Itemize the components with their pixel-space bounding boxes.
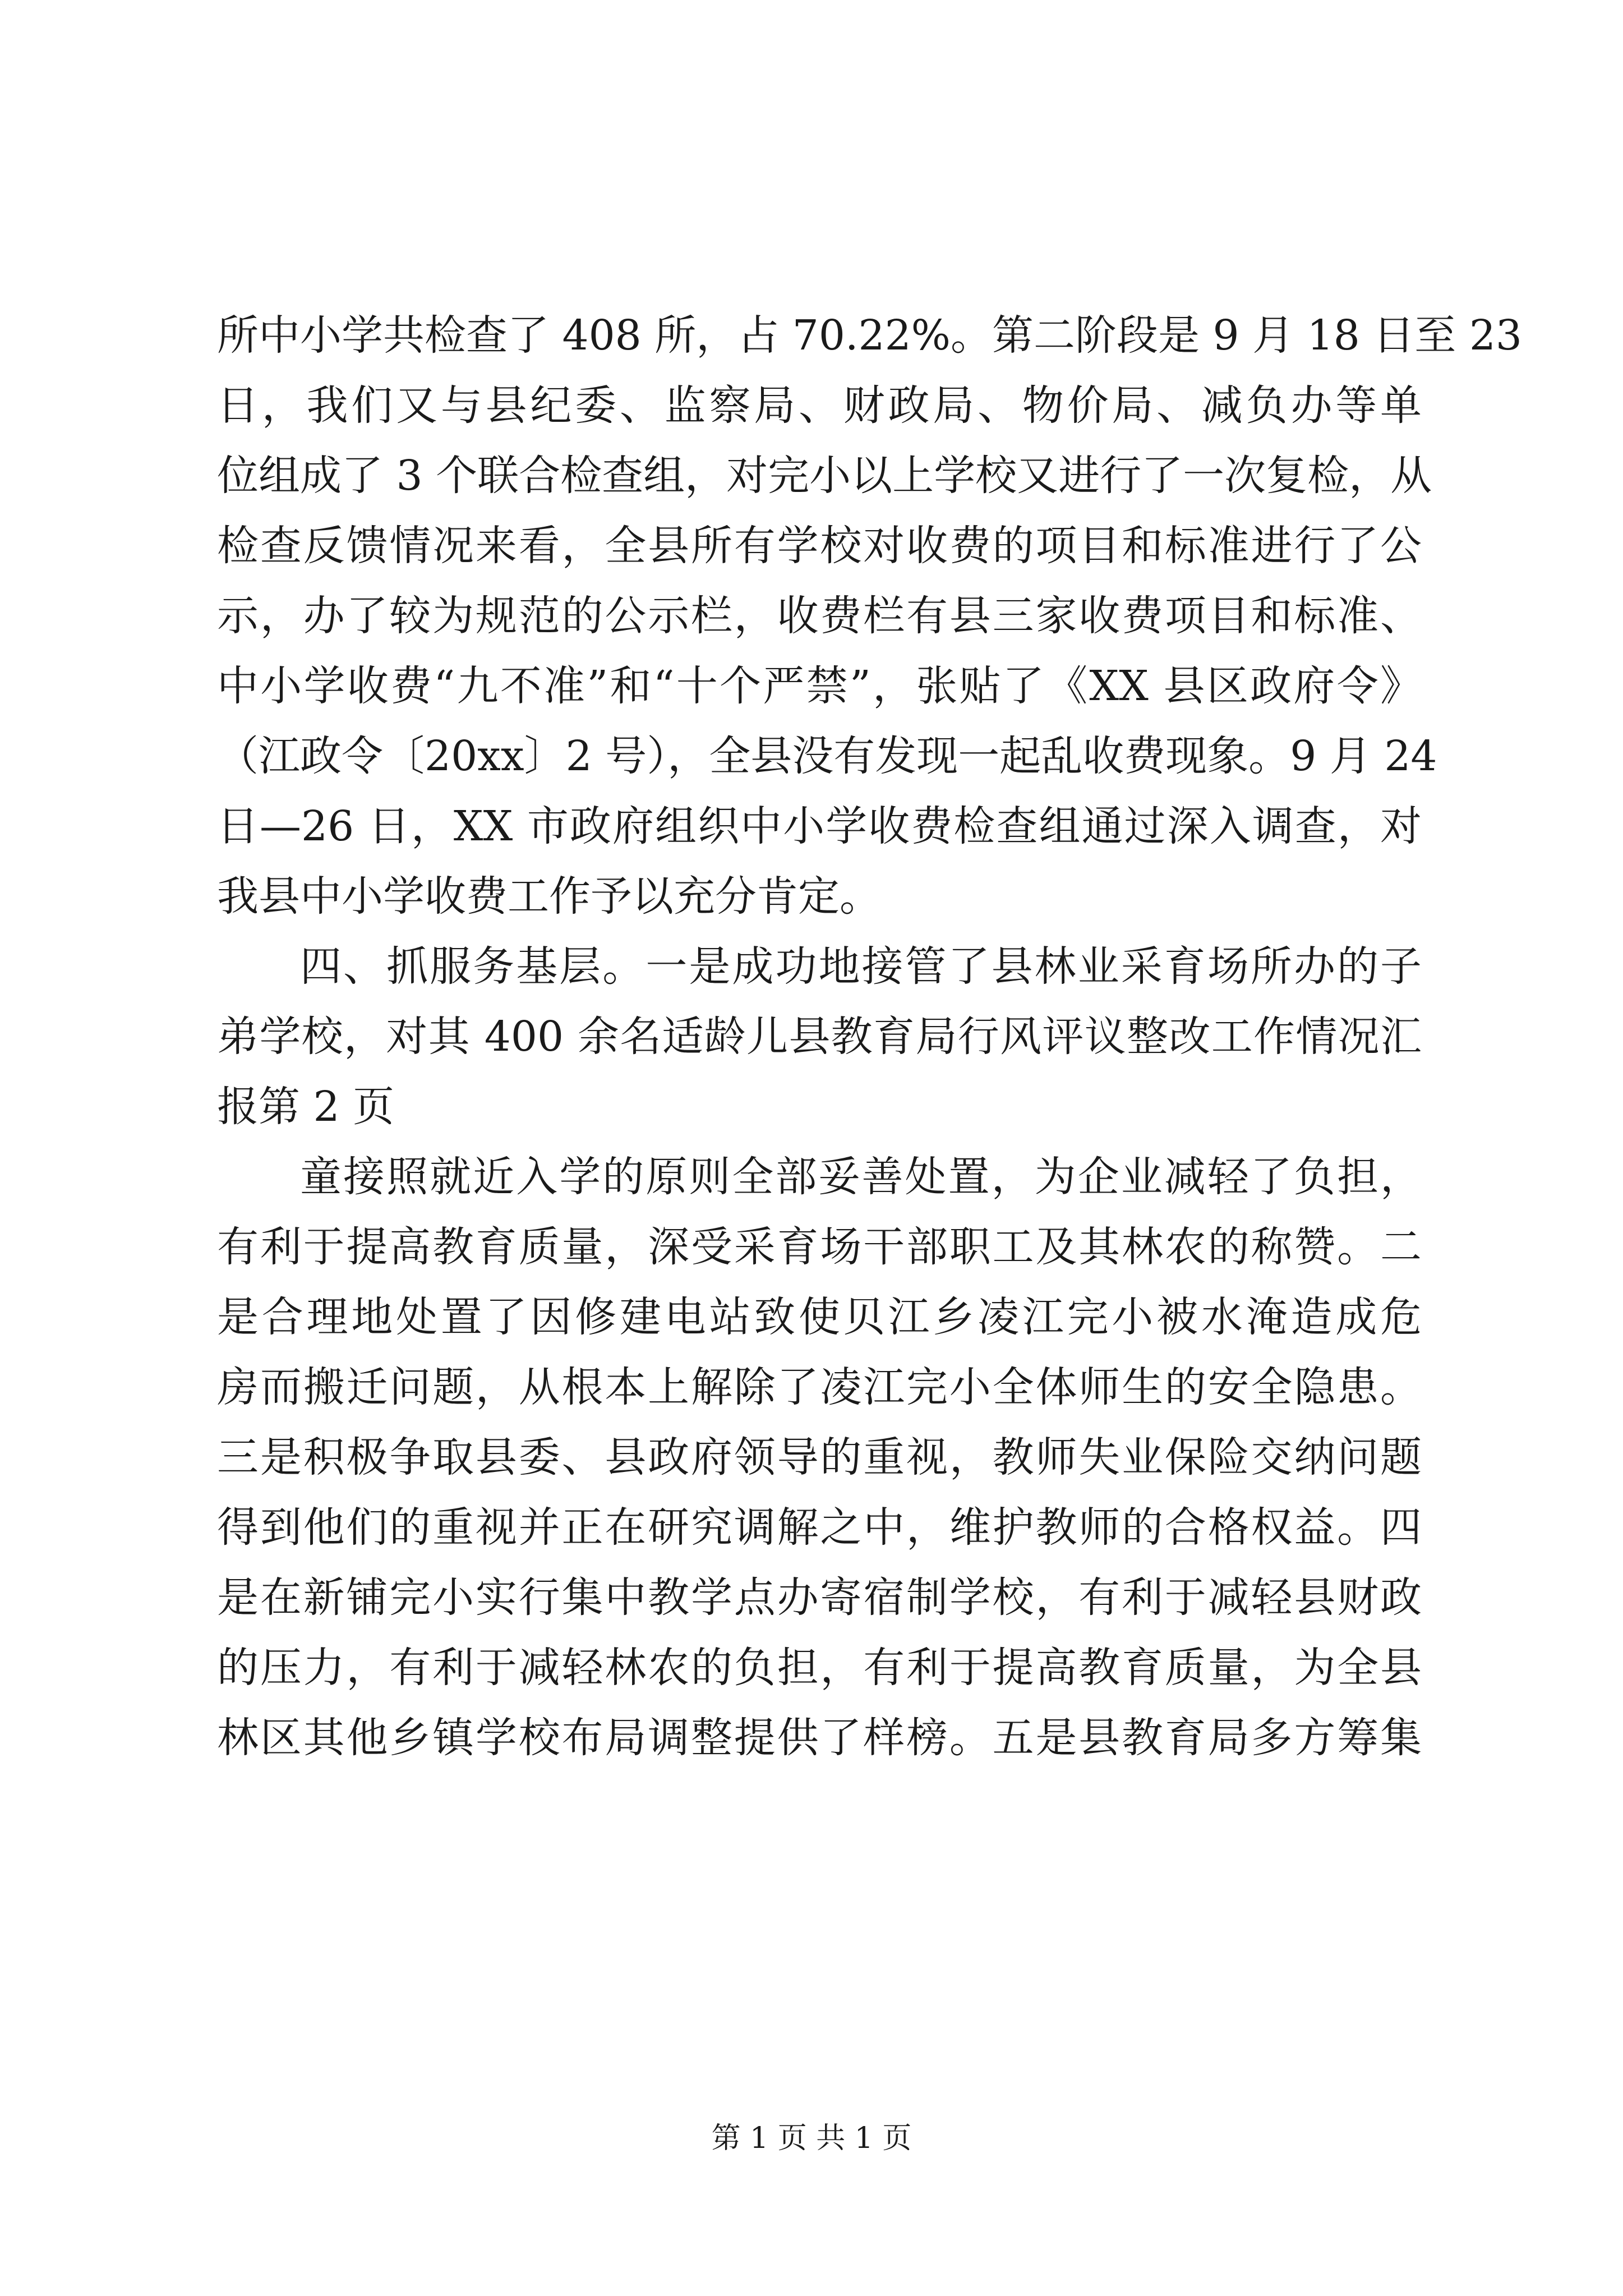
text-line: 是合理地处置了因修建电站致使贝江乡凌江完小被水淹造成危 — [217, 1293, 1422, 1341]
text-line: 三是积极争取县委、县政府领导的重视，教师失业保险交纳问题 — [217, 1433, 1422, 1481]
text-line: 报第 2 页 — [217, 1083, 395, 1131]
text-line: 是在新铺完小实行集中教学点办寄宿制学校，有利于减轻县财政 — [217, 1573, 1422, 1622]
text-line: 房而搬迁问题，从根本上解除了凌江完小全体师生的安全隐患。 — [217, 1363, 1422, 1411]
text-line: 的压力，有利于减轻林农的负担，有利于提高教育质量，为全县 — [217, 1644, 1422, 1692]
text-line: 日，我们又与县纪委、监察局、财政局、物价局、减负办等单 — [217, 381, 1422, 430]
text-line: 弟学校，对其 400 余名适龄儿县教育局行风评议整改工作情况汇 — [217, 1013, 1422, 1061]
document-body — [217, 301, 1522, 1773]
text-line: 检查反馈情况来看，全县所有学校对收费的项目和标准进行了公 — [217, 522, 1422, 570]
text-line: 林区其他乡镇学校布局调整提供了样榜。五是县教育局多方筹集 — [217, 1714, 1422, 1762]
text-line: 位组成了 3 个联合检查组，对完小以上学校又进行了一次复检，从 — [217, 452, 1432, 500]
text-line: 得到他们的重视并正在研究调解之中，维护教师的合格权益。四 — [217, 1503, 1422, 1552]
text-line: （江政令〔20xx〕2 号），全县没有发现一起乱收费现象。9 月 24 — [217, 732, 1437, 780]
page-footer: 第 1 页 共 1 页 — [711, 2122, 912, 2155]
text-line: 中小学收费“九不准”和“十个严禁”，张贴了《XX 县区政府令》 — [217, 662, 1422, 710]
paragraph-start-line: 童接照就近入学的原则全部妥善处置，为企业减轻了负担， — [300, 1153, 1422, 1201]
text-line: 有利于提高教育质量，深受采育场干部职工及其林农的称赞。二 — [217, 1223, 1422, 1271]
paragraph-start-line: 四、抓服务基层。一是成功地接管了县林业采育场所办的子 — [300, 942, 1422, 991]
text-line: 所中小学共检查了 408 所，占 70.22%。第二阶段是 9 月 18 日至 23 — [217, 311, 1522, 360]
text-line: 日—26 日，XX 市政府组织中小学收费检查组通过深入调查，对 — [217, 802, 1422, 850]
text-line: 我县中小学收费工作予以充分肯定。 — [217, 872, 881, 921]
text-line: 示，办了较为规范的公示栏，收费栏有县三家收费项目和标准、 — [217, 592, 1422, 640]
